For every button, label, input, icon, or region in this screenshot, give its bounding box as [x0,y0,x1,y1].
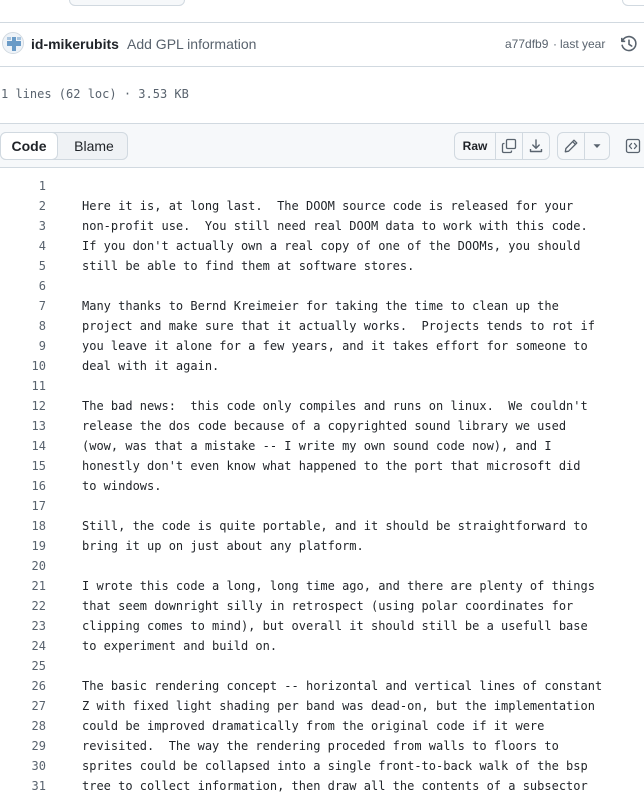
line-text: Here it is, at long last. The DOOM source code is released for your [82,199,574,213]
line-number[interactable]: 13 [31,419,46,433]
code-line [0,696,644,716]
copy-icon [501,138,517,154]
line-number[interactable]: 14 [31,439,46,453]
code-line [0,616,644,636]
line-number[interactable]: 9 [38,339,46,353]
line-text: (wow, was that a mistake -- I write my own sound code now), and I [82,439,552,453]
line-text: The bad news: this code only compiles and runs on linux. We couldn't [82,399,588,413]
line-number[interactable]: 20 [31,559,46,573]
tab-code[interactable]: Code [0,132,58,160]
line-text: Z with fixed light shading per band was dead-on, but the implementation [82,699,595,713]
symbols-panel-button[interactable] [620,132,644,160]
raw-copy-download-group [454,132,550,160]
line-text: Still, the code is quite portable, and it should be straightforward to [82,519,588,533]
line-number[interactable]: 19 [31,539,46,553]
top-tab-strip [0,0,644,23]
download-raw-button[interactable] [522,133,549,159]
line-number[interactable]: 29 [31,739,46,753]
line-number[interactable]: 4 [38,239,46,253]
line-text: you leave it alone for a few years, and it takes effort for someone to [82,339,588,353]
edit-dropdown-button[interactable] [584,133,609,159]
code-line [0,476,644,496]
line-number[interactable]: 15 [31,459,46,473]
code-line [0,636,644,656]
code-line [0,396,644,416]
code-line [0,216,644,236]
code-line [0,556,644,576]
line-text: I wrote this code a long, long time ago, and there are plenty of things [82,579,595,593]
line-text: honestly don't even know what happened to the port that microsoft did [82,459,581,473]
code-line [0,776,644,796]
line-number[interactable]: 7 [38,299,46,313]
code-line [0,276,644,296]
line-number[interactable]: 3 [38,219,46,233]
code-line [0,296,644,316]
line-number[interactable]: 31 [31,779,46,793]
line-text: Many thanks to Bernd Kreimeier for taking the time to clean up the [82,299,559,313]
copy-raw-button[interactable] [495,133,522,159]
code-line [0,376,644,396]
line-text: to experiment and build on. [82,639,278,653]
line-text: revisited. The way the rendering proceded from walls to floors to [82,739,559,753]
avatar[interactable] [2,32,24,54]
code-line [0,436,644,456]
line-number[interactable]: 23 [31,619,46,633]
view-mode-toggle [0,132,128,160]
line-text: The basic rendering concept -- horizontal and vertical lines of constant [82,679,603,693]
code-line [0,656,644,676]
line-text: project and make sure that it actually works. Projects tends to rot if [82,319,595,333]
line-text: bring it up on just about any platform. [82,539,364,553]
raw-button[interactable]: Raw [462,139,488,153]
commit-time: last year [560,37,606,51]
code-line [0,416,644,436]
line-number[interactable]: 26 [31,679,46,693]
code-line [0,196,644,216]
code-line [0,176,644,196]
code-line [0,536,644,556]
line-number[interactable]: 5 [38,259,46,273]
edit-file-button[interactable] [558,133,584,159]
tab-blame[interactable]: Blame [74,138,114,154]
code-line [0,716,644,736]
line-text: clipping comes to mind), but overall it should still be a usefull base [82,619,588,633]
line-text: to windows. [82,479,162,493]
code-line [0,756,644,776]
code-line [0,316,644,336]
line-number[interactable]: 11 [31,379,46,393]
line-number[interactable]: 18 [31,519,46,533]
line-number[interactable]: 10 [31,359,46,373]
line-text: tree to collect information, then draw all the contents of a subsector [82,779,588,793]
commit-sha-link[interactable]: a77dfb9 [505,37,549,51]
line-number[interactable]: 28 [31,719,46,733]
download-icon [528,138,544,154]
latest-commit-bar [0,22,644,67]
code-line [0,516,644,536]
line-number[interactable]: 21 [31,579,46,593]
history-icon[interactable] [620,35,638,53]
line-number[interactable]: 16 [31,479,46,493]
line-number[interactable]: 22 [31,599,46,613]
code-line [0,336,644,356]
line-text: non-profit use. You still need real DOOM data to work with this code. [82,219,588,233]
commit-separator: · [553,37,557,51]
file-size-info: 1 lines (62 loc) · 3.53 KB [1,87,189,101]
pencil-icon [563,138,579,154]
code-line [0,596,644,616]
line-number[interactable]: 25 [31,659,46,673]
line-text: release the dos code because of a copyrighted sound library we used [82,419,567,433]
line-text: that seem downright silly in retrospect (using polar coordinates for [82,599,574,613]
avatar-identicon-icon [3,33,24,54]
code-square-icon [625,138,641,154]
line-number[interactable]: 6 [38,279,46,293]
line-text: still be able to find them at software stores. [82,259,415,273]
code-line [0,256,644,276]
file-toolbar [0,123,644,168]
line-number[interactable]: 17 [31,499,46,513]
code-line [0,456,644,476]
line-text: could be improved dramatically from the original code if it were [82,719,545,733]
line-number[interactable]: 8 [38,319,46,333]
triangle-down-icon [592,141,602,151]
line-text: If you don't actually own a real copy of one of the DOOMs, you should [82,239,581,253]
code-line [0,576,644,596]
line-number[interactable]: 30 [31,759,46,773]
line-number[interactable]: 2 [38,199,46,213]
edit-group [557,132,610,160]
code-line [0,356,644,376]
code-line [0,496,644,516]
line-number[interactable]: 12 [31,399,46,413]
code-line [0,736,644,756]
line-text: deal with it again. [82,359,220,373]
header-action-button[interactable] [622,0,644,6]
commit-message-link[interactable]: Add GPL information [127,36,257,52]
commit-author-link[interactable]: id-mikerubits [31,36,119,52]
line-number[interactable]: 27 [31,699,46,713]
code-line [0,236,644,256]
line-number[interactable]: 1 [38,179,46,193]
line-number[interactable]: 24 [31,639,46,653]
code-line [0,676,644,696]
line-text: sprites could be collapsed into a single front-to-back walk of the bsp [82,759,588,773]
branch-selector-button[interactable] [69,0,185,6]
